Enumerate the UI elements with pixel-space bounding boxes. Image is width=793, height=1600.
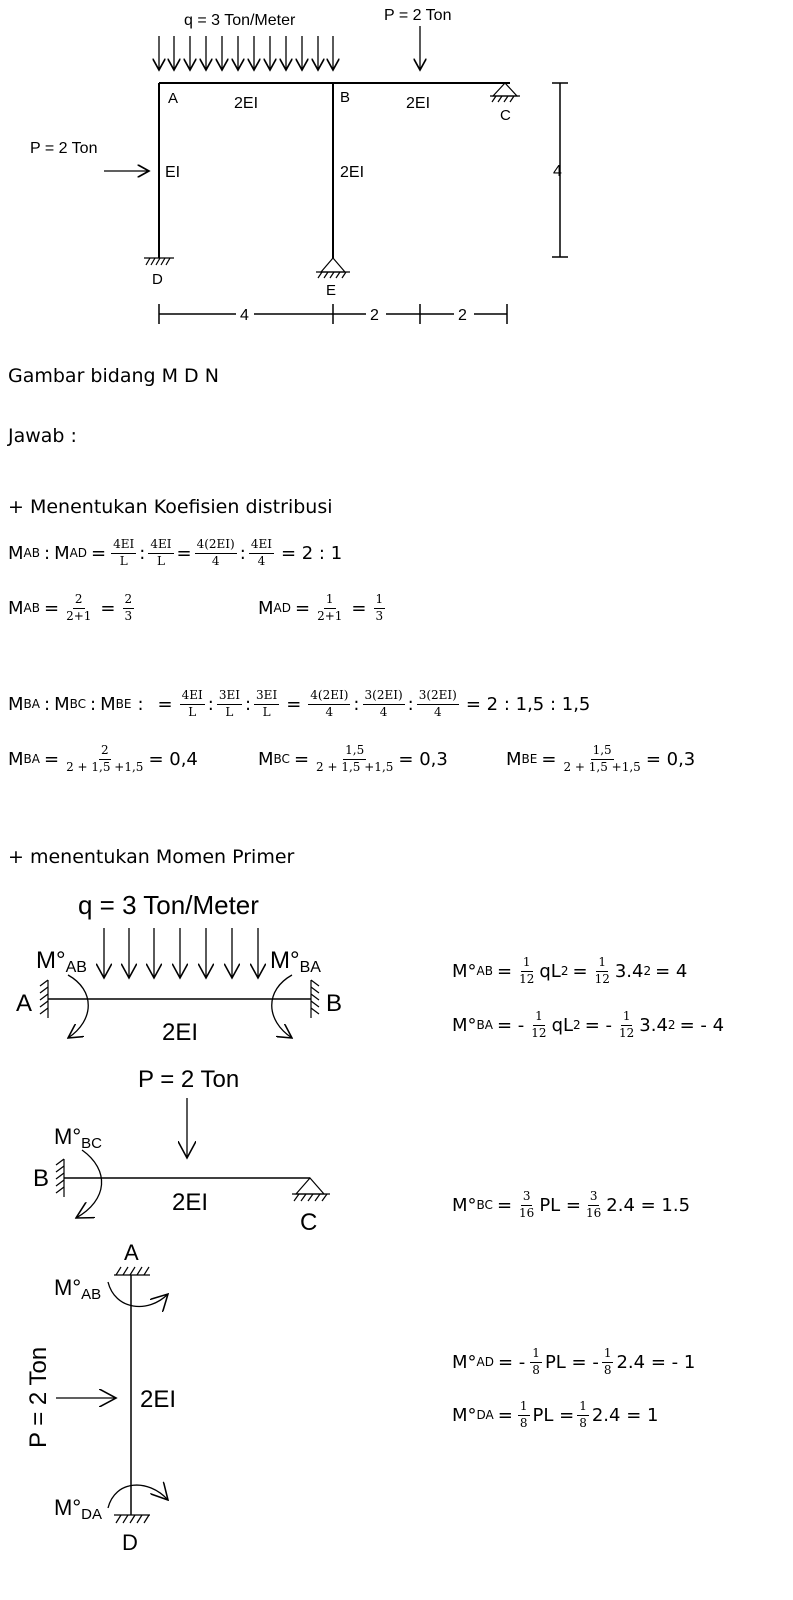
numerator: 3 <box>521 1190 533 1206</box>
moment-symbol: M° <box>54 1124 82 1149</box>
distribution-coef-bc <box>258 744 448 775</box>
distribution-coef-be <box>506 744 695 775</box>
joint-a-label: A <box>168 90 179 107</box>
equals: = <box>157 693 173 715</box>
equals: = <box>572 960 588 982</box>
numerator: 1 <box>602 1347 614 1363</box>
numerator: 2 <box>123 593 135 609</box>
numerator: 1,5 <box>343 744 366 760</box>
primary-moment-ba <box>452 1010 724 1041</box>
denominator: 2+1 <box>66 608 92 623</box>
column-ad-figure <box>0 1238 400 1600</box>
stiffness-bc-label: 2EI <box>406 95 431 112</box>
fig1-m-right <box>270 947 321 976</box>
fraction <box>517 956 536 987</box>
term: 3.4 <box>614 960 644 982</box>
numerator: 4EI <box>148 538 173 554</box>
beam-ab-figure <box>0 880 400 1055</box>
moment-sub: BA <box>299 959 321 976</box>
fraction <box>180 689 205 720</box>
fig2-load-label: P = 2 Ton <box>138 1066 240 1093</box>
denominator: 8 <box>532 1362 540 1377</box>
colon: : <box>239 542 246 564</box>
fraction <box>529 1010 548 1041</box>
distribution-ratio-a <box>8 538 342 569</box>
fig1-fixed-left <box>40 980 48 1018</box>
fraction <box>217 689 242 720</box>
colon: : <box>244 693 252 715</box>
fraction <box>123 593 135 624</box>
m-symbol: M <box>258 748 274 770</box>
numerator: 1 <box>324 593 336 609</box>
m-symbol: M <box>8 542 24 564</box>
moment-symbol: M° <box>54 1275 82 1300</box>
numerator: 1 <box>374 593 386 609</box>
equals: = <box>43 597 60 619</box>
colon: : <box>43 542 51 564</box>
fig1-load-arrows <box>104 928 258 978</box>
superscript: 2 <box>573 1018 581 1033</box>
term: qL <box>539 960 561 982</box>
stiffness-ad-label: EI <box>165 164 181 181</box>
m-symbol: M <box>8 693 24 715</box>
denominator: 8 <box>579 1415 587 1430</box>
pin-support-e <box>316 258 350 278</box>
fig2-pin-right <box>292 1178 330 1201</box>
colon: : <box>407 693 414 715</box>
numerator: 3EI <box>217 689 242 705</box>
stiffness-be-label: 2EI <box>340 164 365 181</box>
fig2-moment-arc <box>76 1150 102 1218</box>
moment-symbol: M° <box>452 1404 477 1426</box>
denominator: 4 <box>379 704 388 719</box>
moment-symbol: M° <box>54 1495 82 1520</box>
equals: = - <box>584 1014 612 1036</box>
colon: : <box>353 693 360 715</box>
denominator: 2 + 1,5 +1,5 <box>66 759 144 774</box>
moment-symbol: M° <box>452 1194 477 1216</box>
fig1-m-left <box>36 947 87 976</box>
ratio-result: = 2 : 1,5 : 1,5 <box>465 693 591 715</box>
joint-e-label: E <box>326 282 337 299</box>
fig2-joint-c: C <box>300 1209 318 1236</box>
numerator: 1 <box>577 1400 589 1416</box>
fraction <box>315 593 344 624</box>
primary-moment-bc <box>452 1190 690 1221</box>
fixed-support-d <box>144 258 174 265</box>
numerator: 3 <box>588 1190 600 1206</box>
sub-da: DA <box>476 1408 494 1423</box>
coef-value: = 0,4 <box>148 748 198 770</box>
numerator: 4EI <box>249 538 274 554</box>
denominator: 8 <box>603 1362 612 1377</box>
fraction <box>530 1347 542 1378</box>
fig3-moment-arc-bottom <box>108 1485 168 1508</box>
span-1-label: 4 <box>240 307 249 324</box>
numerator: 2 <box>99 744 111 760</box>
denominator: 3 <box>124 608 133 623</box>
fig2-m <box>54 1124 102 1152</box>
fig1-load-label: q = 3 Ton/Meter <box>78 890 259 920</box>
equals: = <box>43 748 60 770</box>
stiffness-ab-label: 2EI <box>234 95 259 112</box>
distribution-ratio-b <box>8 689 590 720</box>
fig1-joint-b: B <box>326 990 343 1017</box>
fig3-m-top <box>54 1275 101 1303</box>
span-dimension <box>159 304 507 324</box>
distribution-coef-ab <box>8 593 137 624</box>
moment-sub: BC <box>81 1135 102 1152</box>
term: PL = <box>532 1404 575 1426</box>
equals: = <box>541 748 557 770</box>
m-symbol: M <box>100 693 116 715</box>
fig3-fixed-bottom <box>114 1515 150 1523</box>
sub-bc: BC <box>69 697 86 712</box>
ratio-result: = 2 : 1 <box>280 542 343 564</box>
joint-b-label: B <box>340 89 351 106</box>
numerator: 4EI <box>180 689 205 705</box>
sub-ba: BA <box>476 1018 493 1033</box>
sub-ad: AD <box>476 1355 494 1370</box>
distribution-coef-ba <box>8 744 198 775</box>
numerator: 1 <box>621 1010 633 1026</box>
section-primary-moment-heading: + menentukan Momen Primer <box>8 846 295 868</box>
m-symbol: M <box>8 748 24 770</box>
denominator: 12 <box>619 1025 635 1040</box>
moment-symbol: M° <box>36 947 66 974</box>
distributed-load-arrows <box>159 36 333 70</box>
m-symbol: M <box>8 597 24 619</box>
load-p-left-label: P = 2 Ton <box>30 140 98 157</box>
denominator: L <box>188 704 197 719</box>
fig3-stiffness: 2EI <box>140 1386 177 1413</box>
fraction <box>584 1190 603 1221</box>
fig1-stiffness: 2EI <box>162 1019 199 1046</box>
equals: = <box>496 1194 513 1216</box>
frame-members <box>159 83 510 258</box>
m-symbol: M <box>258 597 274 619</box>
sub-ba: BA <box>23 752 40 767</box>
fig2-stiffness: 2EI <box>172 1189 209 1216</box>
primary-moment-ab <box>452 956 687 987</box>
equals: = - <box>497 1351 526 1373</box>
fig3-m-bottom <box>54 1495 102 1523</box>
moment-symbol: M° <box>270 947 300 974</box>
numerator: 1 <box>533 1010 545 1026</box>
frame-diagram <box>0 0 793 340</box>
section-distribution-heading: + Menentukan Koefisien distribusi <box>8 496 333 518</box>
numerator: 3(2EI) <box>363 689 405 705</box>
result: = - 4 <box>679 1014 725 1036</box>
pin-support-c <box>490 83 520 102</box>
result: 2.4 = 1 <box>591 1404 659 1426</box>
term: qL <box>551 1014 574 1036</box>
m-symbol: M <box>506 748 522 770</box>
fraction <box>148 538 173 569</box>
numerator: 2 <box>73 593 85 609</box>
coef-value: = 0,3 <box>398 748 448 770</box>
sub-be: BE <box>521 752 538 767</box>
numerator: 1 <box>530 1347 542 1363</box>
sub-ab: AB <box>476 964 493 979</box>
fig3-moment-arc-top <box>108 1282 168 1307</box>
denominator: L <box>225 704 234 719</box>
fraction <box>518 1400 530 1431</box>
denominator: 2 + 1,5 +1,5 <box>316 759 394 774</box>
sub-ba: BA <box>23 697 40 712</box>
fraction <box>64 593 93 624</box>
fig3-fixed-top <box>114 1267 150 1275</box>
denominator: L <box>119 553 128 568</box>
sub-bc: BC <box>476 1198 493 1213</box>
colon: : <box>43 693 51 715</box>
denominator: 16 <box>519 1205 535 1220</box>
equals: = <box>286 693 302 715</box>
fig3-joint-d: D <box>122 1530 138 1555</box>
coef-value: = 0,3 <box>645 748 696 770</box>
load-q-label: q = 3 Ton/Meter <box>184 12 296 29</box>
load-p-top-label: P = 2 Ton <box>384 7 452 24</box>
equals: = <box>91 542 107 564</box>
fig1-fixed-right <box>311 980 319 1018</box>
colon: : <box>139 542 146 564</box>
colon: : <box>90 693 97 715</box>
joint-c-label: C <box>500 107 511 124</box>
result: = 4 <box>655 960 688 982</box>
sub-ab: AB <box>23 601 40 616</box>
fraction <box>254 689 279 720</box>
sub-be: BE <box>115 697 132 712</box>
equals: = <box>176 542 192 564</box>
primary-moment-ad <box>452 1347 695 1378</box>
moment-symbol: M° <box>452 960 477 982</box>
denominator: 16 <box>586 1205 602 1220</box>
sub-ab: AB <box>23 546 40 561</box>
result: 2.4 = 1.5 <box>606 1194 691 1216</box>
denominator: L <box>262 704 271 719</box>
fraction <box>517 1190 536 1221</box>
denominator: 2 + 1,5 +1,5 <box>563 759 641 774</box>
equals: = <box>294 597 311 619</box>
fraction <box>363 689 405 720</box>
fraction <box>111 538 136 569</box>
fraction <box>617 1010 636 1041</box>
numerator: 1 <box>518 1400 530 1416</box>
denominator: 4 <box>211 553 220 568</box>
joint-d-label: D <box>152 271 163 288</box>
moment-symbol: M° <box>452 1351 477 1373</box>
denominator: L <box>156 553 165 568</box>
equals: = <box>293 748 310 770</box>
colon: : <box>137 693 144 715</box>
equals: = <box>496 960 513 982</box>
equals: = <box>497 1404 513 1426</box>
term: PL = <box>539 1194 581 1216</box>
fraction <box>417 689 459 720</box>
equals: = <box>351 597 367 619</box>
fraction <box>602 1347 614 1378</box>
denominator: 12 <box>594 971 610 986</box>
superscript: 2 <box>560 964 569 979</box>
fig2-joint-b: B <box>33 1165 50 1192</box>
denominator: 8 <box>519 1415 528 1430</box>
sub-ad: AD <box>69 546 88 561</box>
fig1-joint-a: A <box>16 990 33 1017</box>
fraction <box>374 593 386 624</box>
numerator: 1,5 <box>591 744 614 760</box>
denominator: 3 <box>375 608 384 623</box>
fraction <box>314 744 395 775</box>
equals: = - <box>496 1014 525 1036</box>
fraction <box>561 744 642 775</box>
superscript: 2 <box>643 964 652 979</box>
sub-bc: BC <box>273 752 290 767</box>
numerator: 4(2EI) <box>308 689 350 705</box>
sub-ad: AD <box>273 601 291 616</box>
primary-moment-da <box>452 1400 658 1431</box>
denominator: 12 <box>519 971 535 986</box>
result: 2.4 = - 1 <box>616 1351 696 1373</box>
moment-sub: AB <box>65 959 87 976</box>
fraction <box>249 538 274 569</box>
fig2-fixed-left <box>56 1159 64 1197</box>
beam-bc-figure <box>0 1060 400 1240</box>
fig3-joint-a: A <box>124 1240 139 1265</box>
problem-title: Gambar bidang M D N <box>8 365 219 387</box>
numerator: 4EI <box>111 538 136 554</box>
fraction <box>308 689 350 720</box>
denominator: 12 <box>531 1025 547 1040</box>
span-2-label: 2 <box>370 307 379 324</box>
term: 3.4 <box>639 1014 668 1036</box>
fraction <box>593 956 612 987</box>
denominator: 4 <box>325 704 334 719</box>
height-dim-label: 4 <box>553 163 562 180</box>
numerator: 3EI <box>254 689 279 705</box>
fig1-moment-arc-left <box>68 975 88 1038</box>
fraction <box>64 744 145 775</box>
denominator: 2+1 <box>317 608 343 623</box>
equals: = <box>100 597 116 619</box>
numerator: 1 <box>521 956 533 972</box>
fig1-moment-arc-right <box>272 975 292 1038</box>
m-symbol: M <box>54 542 70 564</box>
moment-sub: DA <box>81 1506 102 1523</box>
fig3-load-label: P = 2 Ton <box>25 1346 52 1448</box>
moment-symbol: M° <box>452 1014 477 1036</box>
fraction <box>195 538 237 569</box>
denominator: 4 <box>433 704 442 719</box>
distribution-coef-ad <box>258 593 388 624</box>
colon: : <box>207 693 214 715</box>
fraction <box>577 1400 589 1431</box>
span-3-label: 2 <box>458 307 467 324</box>
numerator: 3(2EI) <box>417 689 459 705</box>
denominator: 4 <box>257 553 266 568</box>
numerator: 1 <box>596 956 608 972</box>
numerator: 4(2EI) <box>195 538 237 554</box>
answer-label: Jawab : <box>8 425 77 447</box>
superscript: 2 <box>667 1018 676 1033</box>
m-symbol: M <box>54 693 70 715</box>
moment-sub: AB <box>81 1286 102 1303</box>
term: PL = - <box>544 1351 599 1373</box>
